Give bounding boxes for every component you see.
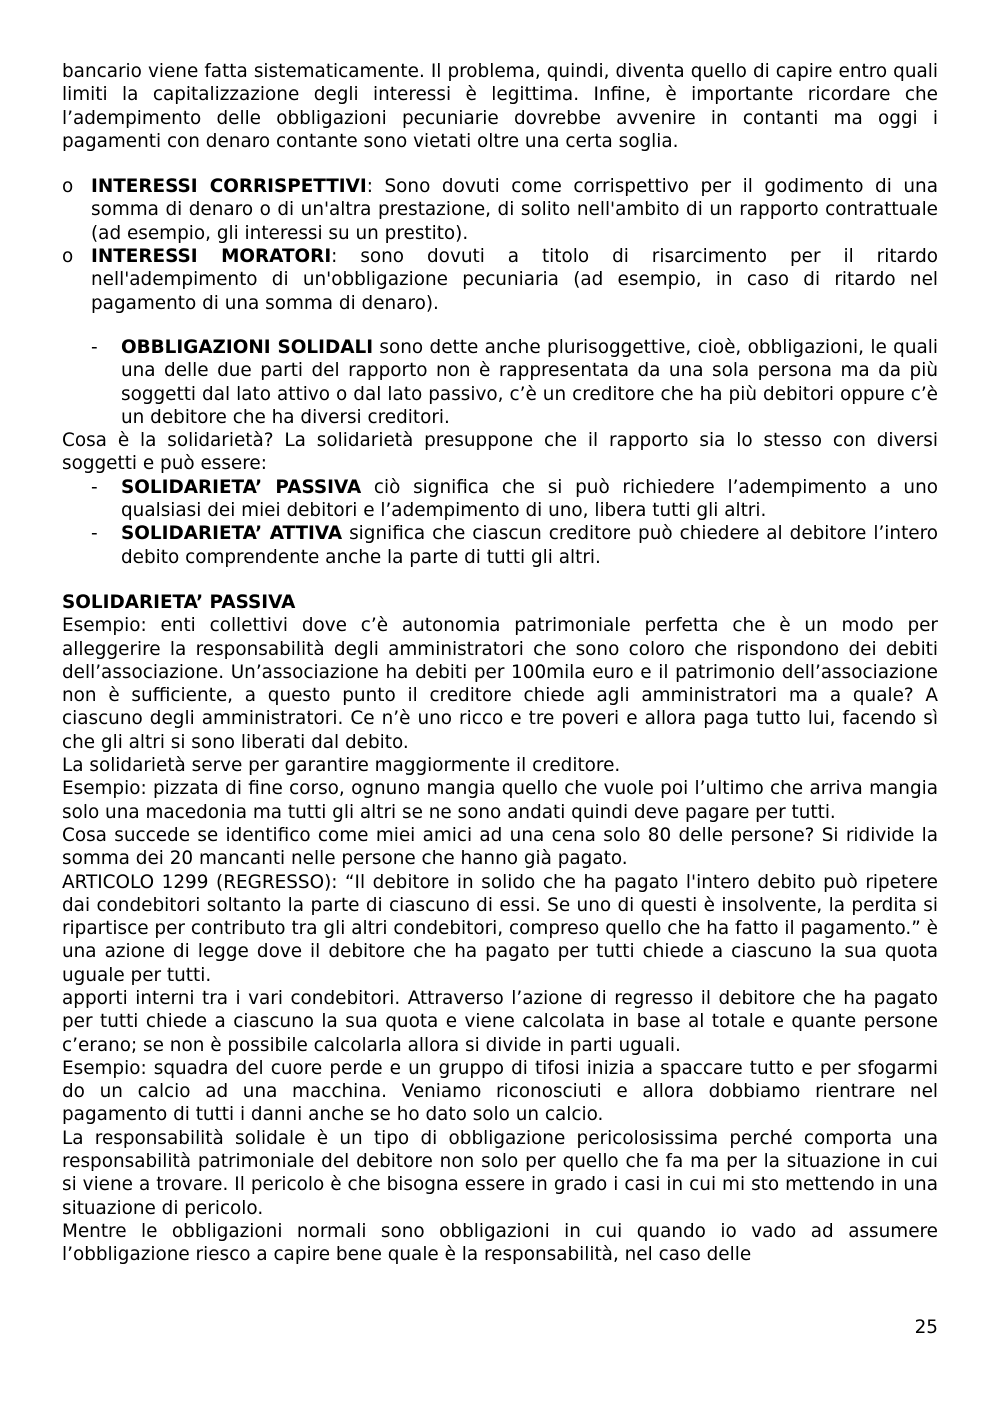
term-interessi-corrispettivi: INTERESSI CORRISPETTIVI (91, 176, 367, 198)
paragraph: La responsabilità solidale è un tipo di obbligazione pericolosissima perché comporta una responsabilità patrimoniale del debitore non solo per quello che fa ma per la situazione in cui si viene a trovare. Il pericolo è che bisogna essere in grado i casi in cui mi sto mettendo in una situazione di pericolo. (62, 1127, 938, 1219)
section-heading-text: SOLIDARIETA’ PASSIVA (62, 591, 296, 613)
definition-text: : Sono dovuti come corrispettivo per il godimento di una somma di denaro o di un'altra prestazione, di solito nell'ambito di un rapporto contrattuale (ad esempio, gli interessi su un prestito). (91, 176, 938, 244)
solidarieta-question: Cosa è la solidarietà? La solidarietà presuppone che il rapporto sia lo stesso con diversi soggetti e può essere: (62, 430, 938, 475)
paragraph: Esempio: squadra del cuore perde e un gruppo di tifosi inizia a spaccare tutto e per sfogarmi do un calcio ad una macchina. Veniamo riconosciuti e allora dobbiamo rientrare nel pagamento di tutti i danni anche se ho dato solo un calcio. (62, 1057, 938, 1126)
list-dash: - (91, 523, 98, 545)
spacer (62, 315, 938, 336)
list-item-solidarieta-attiva (62, 522, 938, 569)
list-item-interessi-moratori (62, 245, 938, 315)
paragraph: La solidarietà serve per garantire maggiormente il creditore. (62, 755, 621, 777)
paragraph: Mentre le obbligazioni normali sono obbligazioni in cui quando io vado ad assumere l’obbligazione riesco a capire bene quale è la responsabilità, nel caso delle (62, 1220, 938, 1266)
paragraph: Esempio: enti collettivi dove c’è autonomia patrimoniale perfetta che è un modo per alleggerire la responsabilità degli amministratori che sono coloro che rispondono dei debiti dell’associazione. Un’associazione ha debiti per 100mila euro e il patrimonio dell’associazione non è sufficiente, a questo punto il creditore chiede agli amministratori ma a quale? A ciascuno degli amministratori. Ce n’è uno ricco e tre poveri e allora paga tutto lui, facendo sì che gli altri si sono liberati dal debito. (62, 615, 938, 753)
list-item-interessi-corrispettivi (62, 175, 938, 245)
definition-text: significa che ciascun creditore può chiedere al debitore l’intero debito comprendente anche la parte di tutti gli altri. (121, 523, 938, 568)
paragraph: Esempio: pizzata di fine corso, ognuno mangia quello che vuole poi l’ultimo che arriva mangia solo una macedonia ma tutti gli altri se ne sono andati quindi deve pagare per tutti. (62, 778, 938, 823)
list-bullet: o (62, 246, 74, 268)
page-number: 25 (914, 1317, 938, 1338)
term-interessi-moratori: INTERESSI MORATORI (91, 246, 332, 268)
document-page (62, 60, 938, 1267)
paragraph: apporti interni tra i vari condebitori. Attraverso l’azione di regresso il debitore che ha pagato per tutti chiede a ciascuno la sua quota e viene calcolata in base al totale e quante persone c’erano; se non è possibile calcolarla allora si divide in parti uguali. (62, 987, 938, 1056)
intro-paragraph: bancario viene fatta sistematicamente. Il problema, quindi, diventa quello di capire entro quali limiti la capitalizzazione degli interessi è legittima. Infine, è importante ricordare che l’adempimento delle obbligazioni pecuniarie dovrebbe avvenire in contanti ma oggi i pagamenti con denaro contante sono vietati oltre una certa soglia. (62, 61, 938, 152)
solidarieta-list (62, 476, 938, 569)
list-dash: - (91, 336, 98, 358)
section-heading (62, 591, 938, 614)
list-dash: - (91, 476, 98, 498)
definition-text: sono dette anche plurisoggettive, cioè, obbligazioni, le quali una delle due parti del rapporto non è rappresentata da una sola persona ma da più soggetti dal lato attivo o dal lato passivo, c’è un creditore che ha più debitori oppure c’è un debitore che ha diversi creditori. (121, 336, 938, 428)
spacer (62, 569, 938, 591)
term-solidarieta-attiva: SOLIDARIETA’ ATTIVA (121, 523, 343, 545)
list-bullet: o (62, 176, 74, 198)
term-obbligazioni-solidali: OBBLIGAZIONI SOLIDALI (121, 336, 374, 358)
definition-text: : sono dovuti a titolo di risarcimento per il ritardo nell'adempimento di un'obbligazione pecuniaria (ad esempio, in caso di ritardo nel pagamento di una somma di denaro). (91, 246, 938, 314)
definition-text: ciò significa che si può richiedere l’adempimento a uno qualsiasi dei miei debitori e l’adempimento di uno, libera tutti gli altri. (121, 476, 938, 522)
term-solidarieta-passiva: SOLIDARIETA’ PASSIVA (121, 476, 362, 498)
interest-types-list (62, 175, 938, 315)
list-item-obbligazioni-solidali (62, 336, 938, 429)
paragraph: Cosa succede se identifico come miei amici ad una cena solo 80 delle persone? Si ridivide la somma dei 20 mancanti nelle persone che hanno già pagato. (62, 824, 938, 870)
solidali-list (62, 336, 938, 429)
list-item-solidarieta-passiva (62, 476, 938, 523)
spacer (62, 153, 938, 175)
paragraph: ARTICOLO 1299 (REGRESSO): “Il debitore in solido che ha pagato l'intero debito può ripetere dai condebitori soltanto la parte di ciascuno di essi. Se uno di questi è insolvente, la perdita si ripartisce per contributo tra gli altri condebitori, compreso quello che ha fatto il pagamento.” è una azione di legge dove il debitore che ha pagato per tutti chiede a ciascuno la sua quota uguale per tutti. (62, 871, 938, 986)
